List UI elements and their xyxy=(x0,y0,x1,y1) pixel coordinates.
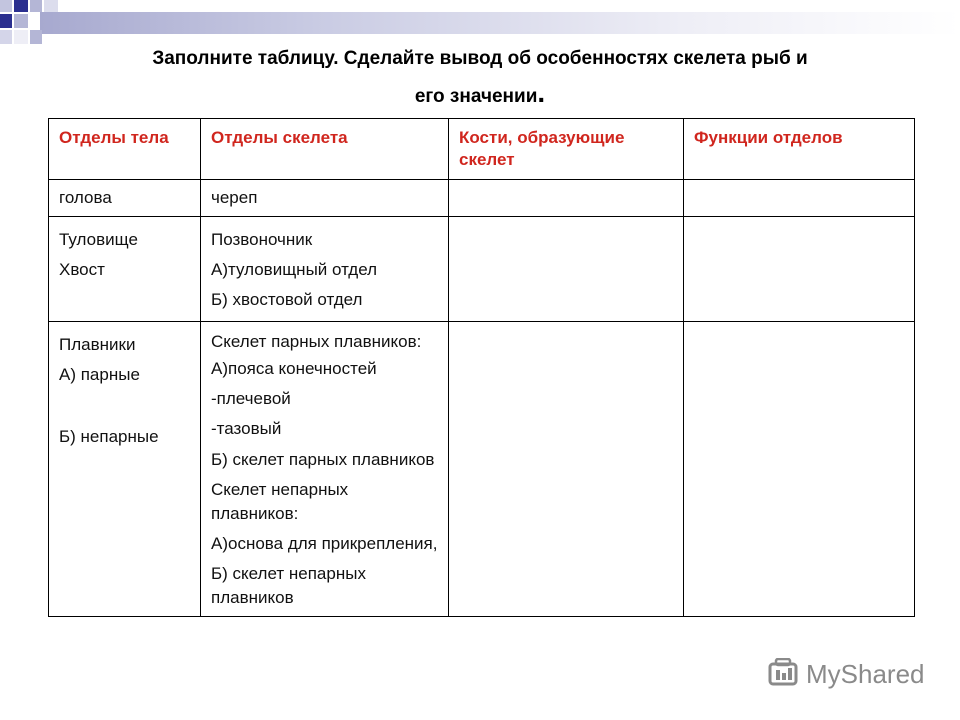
cell-text: А)основа для прикрепления, xyxy=(211,534,438,553)
header-skeleton-sections: Отделы скелета xyxy=(201,119,449,180)
cell-text: Б) скелет парных плавников xyxy=(211,450,435,469)
cell-body-fins[interactable] xyxy=(49,322,201,617)
cell-text: А)пояса конечностей xyxy=(211,359,377,378)
cell-functions-fins[interactable] xyxy=(684,322,915,617)
cell-text: Скелет непарных плавников: xyxy=(211,480,349,523)
deco-square xyxy=(0,14,12,28)
deco-square xyxy=(14,0,28,12)
cell-text: Б) непарные xyxy=(59,427,159,446)
cell-body-trunk[interactable] xyxy=(49,217,201,322)
deco-square xyxy=(30,30,42,44)
cell-text: Скелет парных плавников: xyxy=(211,332,422,351)
cell-functions-trunk[interactable] xyxy=(684,217,915,322)
cell-bones-head[interactable] xyxy=(449,180,684,217)
cell-bones-fins[interactable] xyxy=(449,322,684,617)
deco-square xyxy=(30,0,42,12)
table-header-row xyxy=(49,119,915,180)
deco-square xyxy=(14,30,28,44)
deco-square xyxy=(0,0,12,12)
deco-square xyxy=(14,14,28,28)
cell-text: -тазовый xyxy=(211,419,282,438)
header-gradient-strip xyxy=(40,12,960,34)
skeleton-table xyxy=(48,118,915,617)
cell-skeleton-head[interactable] xyxy=(201,180,449,217)
header-body-sections: Отделы тела xyxy=(49,119,201,180)
cell-text: Хвост xyxy=(59,260,105,279)
table-row xyxy=(49,322,915,617)
cell-text: Б) хвостовой отдел xyxy=(211,290,363,309)
cell-text: А)туловищный отдел xyxy=(211,260,378,279)
cell-skeleton-trunk[interactable] xyxy=(201,217,449,322)
watermark-text: MyShared xyxy=(806,658,925,689)
cell-text: А) парные xyxy=(59,365,140,384)
deco-square xyxy=(44,0,58,12)
cell-text: Позвоночник xyxy=(211,230,313,249)
deco-square xyxy=(0,30,12,44)
cell-text: Туловище xyxy=(59,230,138,249)
header-bones: Кости, образующие скелет xyxy=(449,119,684,180)
cell-functions-head[interactable] xyxy=(684,180,915,217)
header-functions: Функции отделов xyxy=(684,119,915,180)
page-title-line2-text: его значении xyxy=(414,86,538,107)
page-title-line2 xyxy=(40,77,920,108)
cell-bones-trunk[interactable] xyxy=(449,217,684,322)
cell-text: голова xyxy=(59,188,112,207)
cell-text: череп xyxy=(211,188,258,207)
myshared-logo-icon xyxy=(768,658,802,690)
cell-text: Плавники xyxy=(59,335,136,354)
page-title-line1: Заполните таблицу. Сделайте вывод об особенностях скелета рыб и xyxy=(152,48,808,69)
table-row xyxy=(49,180,915,217)
cell-text: -плечевой xyxy=(211,389,291,408)
page-title-period: . xyxy=(537,77,546,108)
cell-body-head[interactable] xyxy=(49,180,201,217)
cell-skeleton-fins[interactable] xyxy=(201,322,449,617)
cell-text: Б) скелет непарных плавников xyxy=(211,564,366,607)
watermark xyxy=(768,657,925,691)
table-row xyxy=(49,217,915,322)
